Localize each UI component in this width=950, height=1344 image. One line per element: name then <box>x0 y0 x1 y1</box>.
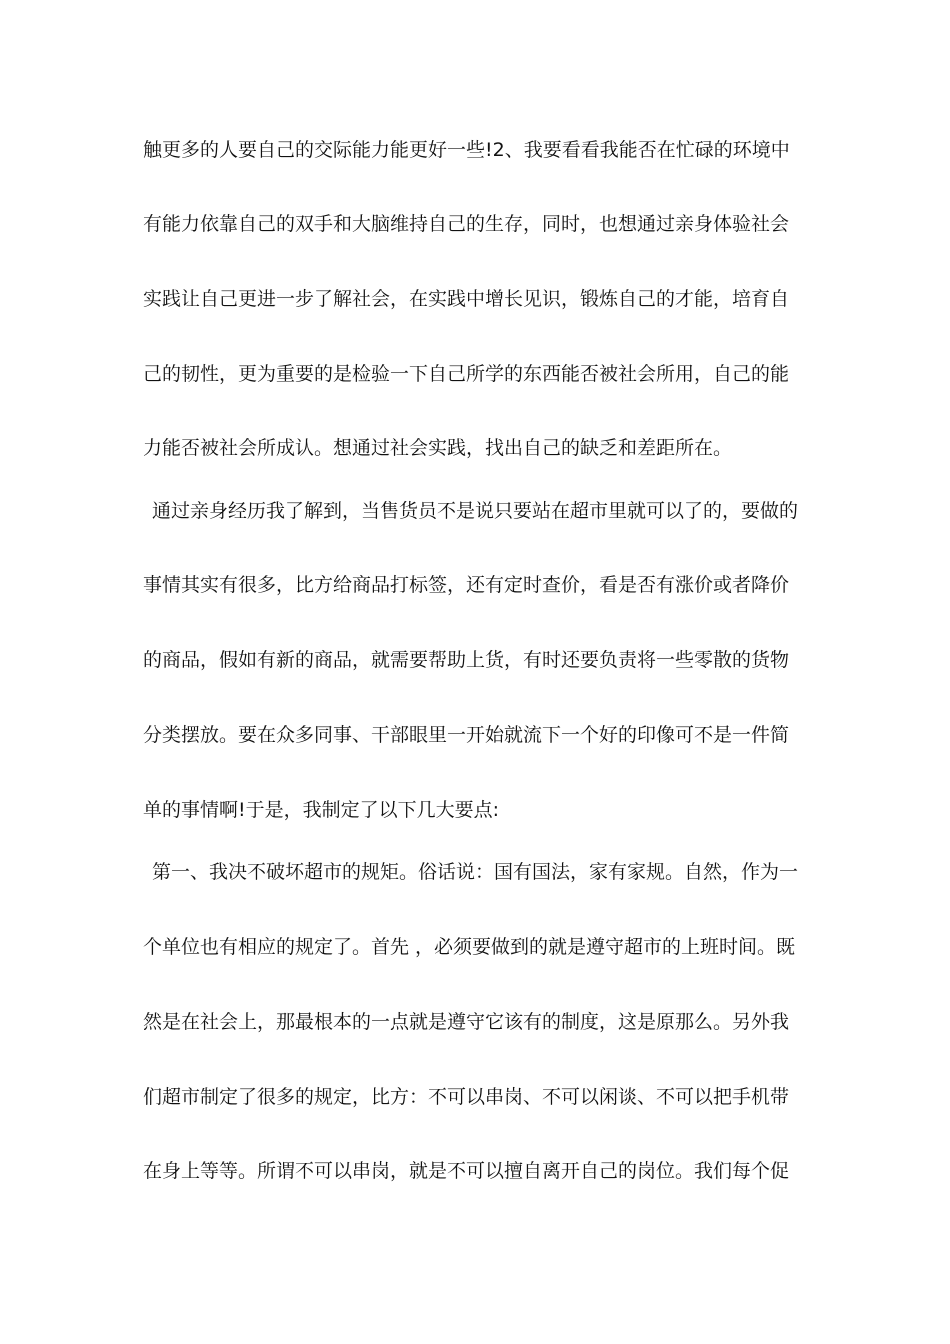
paragraph-start-line: 通过亲身经历我了解到，当售货员不是说只要站在超市里就可以了的，要做的 <box>152 500 799 522</box>
text-line: 有能力依靠自己的双手和大脑维持自己的生存，同时，也想通过亲身体验社会 <box>143 213 790 235</box>
text-line: 单的事情啊!于是，我制定了以下几大要点: <box>143 799 500 821</box>
text-line: 己的韧性，更为重要的是检验一下自己所学的东西能否被社会所用，自己的能 <box>143 363 790 385</box>
text-line: 实践让自己更进一步了解社会，在实践中增长见识，锻炼自己的才能，培育自 <box>143 288 790 310</box>
text-line: 事情其实有很多，比方给商品打标签，还有定时查价，看是否有涨价或者降价 <box>143 574 790 596</box>
text-line: 们超市制定了很多的规定，比方：不可以串岗、不可以闲谈、不可以把手机带 <box>143 1086 790 1108</box>
text-line: 力能否被社会所成认。想通过社会实践，找出自己的缺乏和差距所在。 <box>143 437 733 459</box>
text-line: 的商品，假如有新的商品，就需要帮助上货，有时还要负责将一些零散的货物 <box>143 649 790 671</box>
text-line: 个单位也有相应的规定了。首先 ，必须要做到的就是遵守超市的上班时间。既 <box>143 936 796 958</box>
paragraph-start-line: 第一、我决不破坏超市的规矩。俗话说：国有国法，家有家规。自然，作为一 <box>152 861 799 883</box>
text-line: 分类摆放。要在众多同事、干部眼里一开始就流下一个好的印像可不是一件简 <box>143 724 790 746</box>
text-line: 然是在社会上，那最根本的一点就是遵守它该有的制度，这是原那么。另外我 <box>143 1011 790 1033</box>
text-line: 触更多的人要自己的交际能力能更好一些!2、我要看看我能否在忙碌的环境中 <box>143 139 790 161</box>
text-line: 在身上等等。所谓不可以串岗，就是不可以擅自离开自己的岗位。我们每个促 <box>143 1160 790 1182</box>
